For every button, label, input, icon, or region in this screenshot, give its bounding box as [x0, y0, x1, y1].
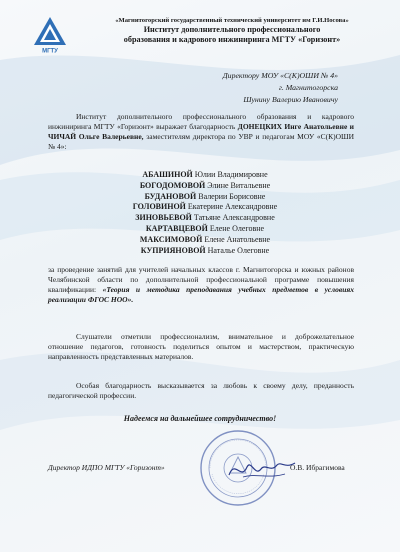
handwritten-signature [225, 455, 300, 483]
addressee-line3: Шунину Валерию Ивановичу [243, 95, 338, 104]
list-item: МАКСИМОВОЙ Елене Анатольевне [139, 234, 271, 244]
list-item: ГОЛОВИНОЙ Екатерине Александровне [132, 202, 278, 212]
intro-bold-names: ДОНЕЦКИХ Инге Анатольевне и ЧИЧАЙ Ольге Валерьевне, [48, 122, 355, 141]
program-title: «Теория и методика преподавания учебных предметов в условиях реализации ФГОС НОО». [48, 285, 354, 304]
university-name: «Магнитогорский государственный технический университет им Г.И.Носова» [115, 17, 349, 24]
closing-line: Надеемся на дальнейшее сотрудничество! [123, 414, 277, 423]
list-item: БОГОДОМОВОЙ Элине Витальевне [139, 180, 271, 190]
university-logo [30, 15, 70, 55]
teacher-names-list [100, 170, 310, 256]
list-item: КАРТАВЦЕВОЙ Елене Олеговне [145, 223, 265, 233]
institute-name-line1: Институт дополнительного профессионального [143, 25, 321, 34]
program-text: за проведение занятий для учителей начальных классов г. Магнитогорска и южных районов Челябинской области по дополнительной профессиональной программе повышения квалификации: [48, 265, 354, 294]
signatory-position: Директор ИДПО МГТУ «Горизонт» [48, 463, 165, 472]
addressee-line1: Директору МОУ «С(К)ОШИ № 4» [222, 71, 338, 80]
intro-text: Институт дополнительного профессионального образования и кадрового инжиниринга МГТУ «Горизонт» выражает благодарность [48, 112, 354, 131]
institute-name-line2: образования и кадрового инжиниринга МГТУ «Горизонт» [123, 34, 341, 44]
list-item: АБАШИНОЙ Юлии Владимировне [142, 170, 268, 179]
list-item: ЗИНОВЬЕВОЙ Татьяне Александровне [135, 213, 275, 223]
svg-text:МГТУ: МГТУ [42, 48, 58, 55]
addressee-line2: г. Магнитогорска [278, 83, 338, 92]
addressee [223, 70, 338, 106]
signatory-name: О.В. Ибрагимова [290, 463, 345, 472]
list-item: БУДАНОВОЙ Валерии Борисовне [144, 191, 266, 201]
gratitude-paragraph: Особая благодарность высказывается за любовь к своему делу, преданность педагогической профессии. [48, 381, 354, 400]
intro-paragraph [48, 112, 354, 152]
list-item: КУПРИЯНОВОЙ Наталье Олеговне [140, 245, 270, 255]
intro-tail: заместителям директора по УВР и педагогам МОУ «С(К)ОШИ № 4»: [48, 132, 354, 151]
letterhead [82, 17, 382, 44]
feedback-paragraph: Слушатели отметили профессионализм, внимательное и доброжелательное отношение педагогов, готовность поделиться опытом и мастерством, практическую направленность представленных материалов. [48, 332, 354, 361]
program-paragraph [48, 265, 354, 305]
